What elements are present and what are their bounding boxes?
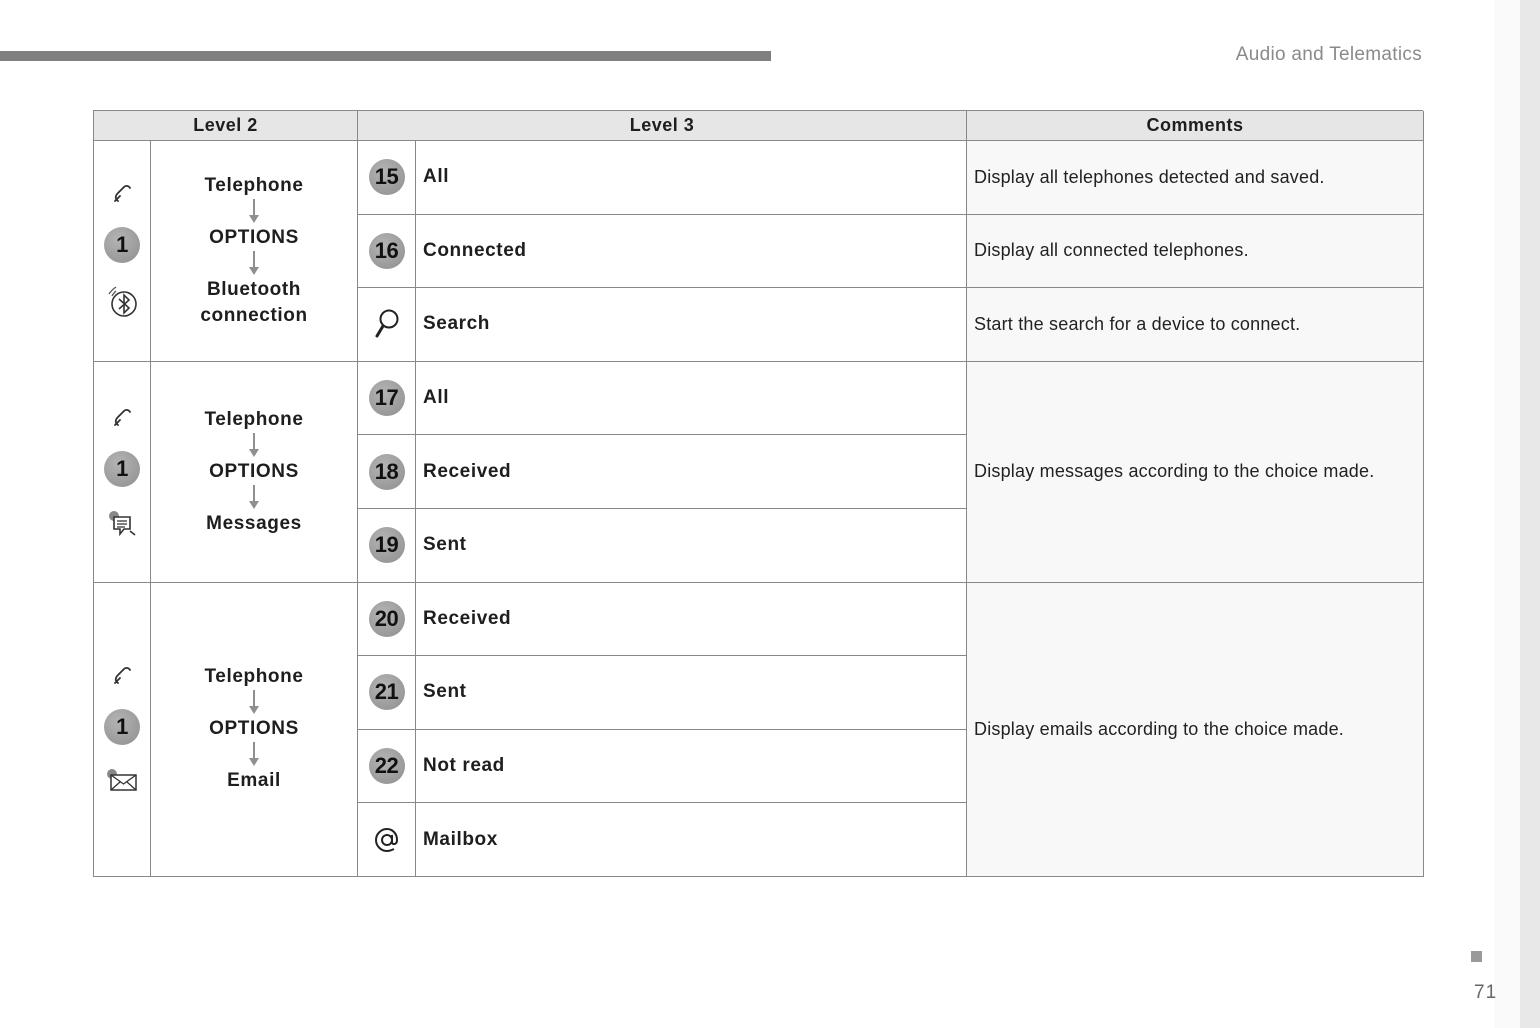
- down-arrow-icon: [248, 433, 260, 459]
- comment-search: Start the search for a device to connect.: [967, 288, 1424, 362]
- header-level2: Level 2: [94, 111, 358, 141]
- item-number-badge: 15: [369, 159, 405, 195]
- header-comments: Comments: [967, 111, 1424, 141]
- down-arrow-icon: [248, 690, 260, 716]
- messages-icon: [106, 509, 138, 537]
- at-icon: [373, 826, 401, 854]
- phone-icon: [111, 407, 133, 429]
- down-arrow-icon: [248, 742, 260, 768]
- options-badge: 1: [104, 709, 140, 745]
- group-bluetooth-path: [151, 141, 358, 362]
- down-arrow-icon: [248, 251, 260, 277]
- page-marker: [1471, 951, 1482, 962]
- comment-messages: Display messages according to the choice made.: [967, 362, 1424, 583]
- marker-cell: [358, 583, 416, 657]
- group-email-icons: [94, 583, 151, 877]
- menu-table: [93, 110, 1423, 877]
- path-options: OPTIONS: [209, 718, 299, 740]
- item-number-badge: 19: [369, 527, 405, 563]
- search-icon: [373, 308, 401, 340]
- menu-item-all-messages: All: [416, 362, 967, 436]
- marker-cell: [358, 803, 416, 877]
- group-email-path: [151, 583, 358, 877]
- path-telephone: Telephone: [204, 666, 304, 688]
- path-bluetooth-connection: Bluetooth connection: [200, 278, 308, 326]
- marker-cell: [358, 288, 416, 362]
- options-badge: 1: [104, 451, 140, 487]
- header-rule: [0, 51, 771, 61]
- bluetooth-icon: [105, 285, 139, 319]
- item-number-badge: 22: [369, 748, 405, 784]
- group-messages-path: [151, 362, 358, 583]
- path-messages: Messages: [206, 512, 302, 534]
- comment-all-phones: Display all telephones detected and saved.: [967, 141, 1424, 215]
- menu-item-sent-messages: Sent: [416, 509, 967, 583]
- marker-cell: [358, 509, 416, 583]
- comment-emails: Display emails according to the choice made.: [967, 583, 1424, 877]
- phone-icon: [111, 183, 133, 205]
- path-options: OPTIONS: [209, 226, 299, 248]
- section-title: Audio and Telematics: [1235, 44, 1422, 65]
- comment-connected: Display all connected telephones.: [967, 215, 1424, 289]
- header-level3: Level 3: [358, 111, 967, 141]
- path-options: OPTIONS: [209, 460, 299, 482]
- item-number-badge: 16: [369, 233, 405, 269]
- phone-icon: [111, 665, 133, 687]
- marker-cell: [358, 362, 416, 436]
- down-arrow-icon: [248, 199, 260, 225]
- item-number-badge: 21: [369, 674, 405, 710]
- marker-cell: [358, 215, 416, 289]
- marker-cell: [358, 730, 416, 804]
- marker-cell: [358, 141, 416, 215]
- marker-cell: [358, 656, 416, 730]
- email-icon: [105, 767, 139, 793]
- down-arrow-icon: [248, 485, 260, 511]
- item-number-badge: 17: [369, 380, 405, 416]
- group-bluetooth-icons: [94, 141, 151, 362]
- menu-item-mailbox: Mailbox: [416, 803, 967, 877]
- item-number-badge: 20: [369, 601, 405, 637]
- menu-item-connected: Connected: [416, 215, 967, 289]
- menu-item-received-emails: Received: [416, 583, 967, 657]
- item-number-badge: 18: [369, 454, 405, 490]
- path-telephone: Telephone: [204, 408, 304, 430]
- menu-item-sent-emails: Sent: [416, 656, 967, 730]
- page-edge-strip: [1520, 0, 1540, 1028]
- path-telephone: Telephone: [204, 174, 304, 196]
- menu-item-received-messages: Received: [416, 435, 967, 509]
- menu-item-all-phones: All: [416, 141, 967, 215]
- marker-cell: [358, 435, 416, 509]
- options-badge: 1: [104, 227, 140, 263]
- group-messages-icons: [94, 362, 151, 583]
- page-number: 71: [1474, 982, 1498, 1003]
- path-email: Email: [227, 770, 281, 792]
- menu-item-search: Search: [416, 288, 967, 362]
- menu-item-not-read: Not read: [416, 730, 967, 804]
- page-edge-shade: [1494, 0, 1520, 1028]
